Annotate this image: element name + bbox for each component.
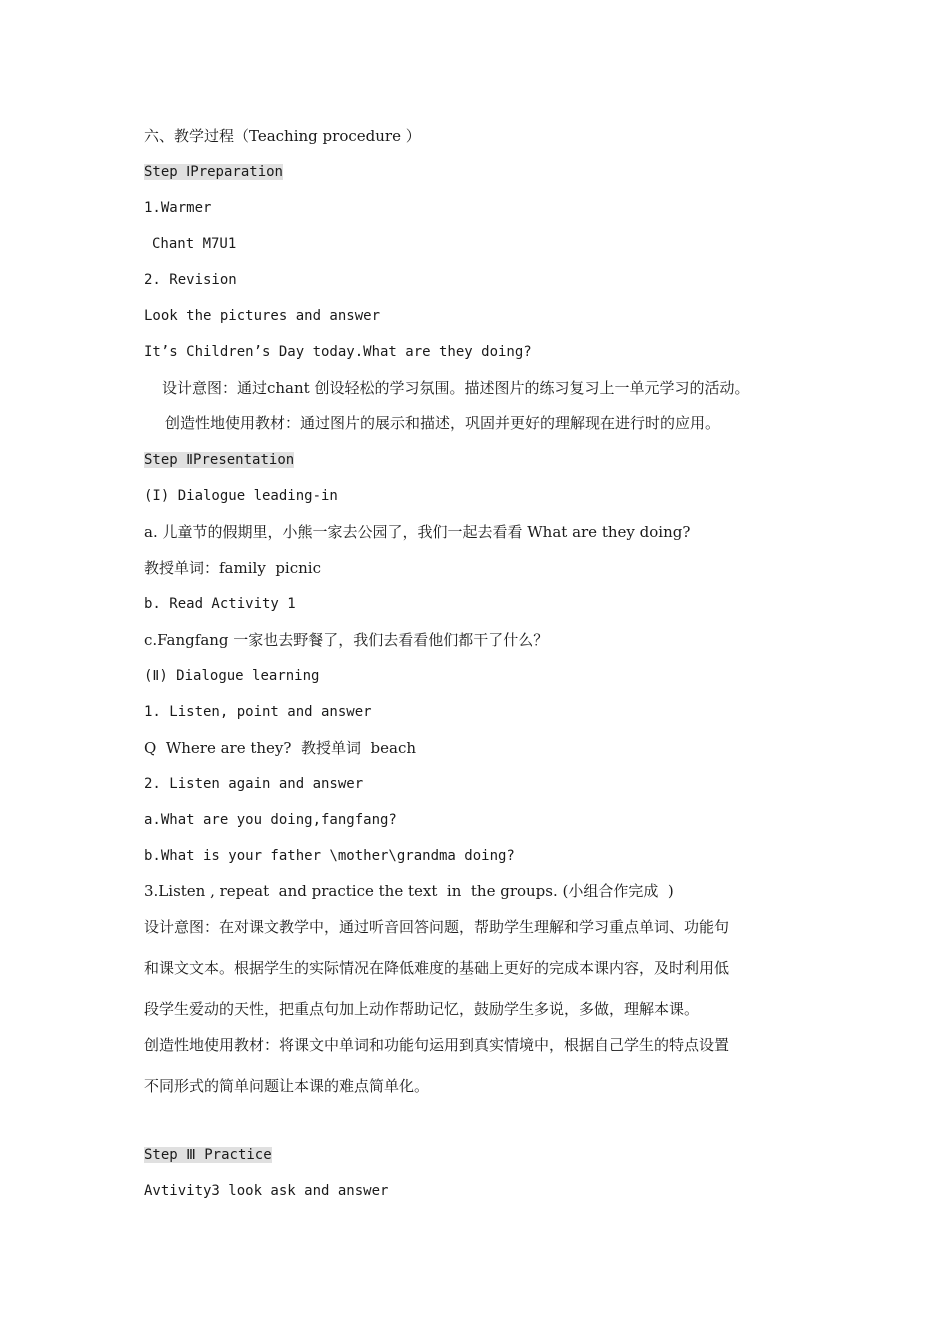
step-1-creative-use: 创造性地使用教材：通过图片的展示和描述，巩固并更好的理解现在进行时的应用。 xyxy=(165,414,721,432)
step-2-design-intent-2: 和课文文本。根据学生的实际情况在降低难度的基础上更好的完成本课内容，及时利用低 xyxy=(144,959,730,977)
step-3-activity: Avtivity3 look ask and answer xyxy=(144,1183,389,1199)
step-2-listen-1: 1. Listen, point and answer xyxy=(144,704,372,720)
step-2-item-b: b. Read Activity 1 xyxy=(144,596,296,612)
step-2-creative-use-2: 不同形式的简单问题让本课的难点简单化。 xyxy=(144,1077,430,1095)
step-1-heading xyxy=(144,162,283,182)
step-3-heading xyxy=(144,1145,272,1165)
step-2-part-2-title: (Ⅱ) Dialogue learning xyxy=(144,668,320,684)
step-2-design-intent-3: 段学生爱动的天性，把重点句加上动作帮助记忆，鼓励学生多说，多做，理解本课。 xyxy=(144,1000,700,1018)
step-1-heading-text: Step ⅠPreparation xyxy=(144,164,283,180)
step-2-listen-2-a: a.What are you doing,fangfang? xyxy=(144,812,397,828)
step-2-item-c: c.Fangfang 一家也去野餐了，我们去看看他们都干了什么？ xyxy=(144,631,549,649)
step-1-item-revision: 2. Revision xyxy=(144,272,237,288)
step-2-listen-2: 2. Listen again and answer xyxy=(144,776,364,792)
step-2-listen-3: 3.Listen , repeat and practice the text in the groups. (小组合作完成 ) xyxy=(144,882,674,900)
step-1-item-look: Look the pictures and answer xyxy=(144,308,381,324)
step-2-listen-1-question: Q Where are they? 教授单词 beach xyxy=(144,739,416,757)
step-2-listen-2-b: b.What is your father \mother\grandma doing? xyxy=(144,848,515,864)
step-2-item-a: a. 儿童节的假期里，小熊一家去公园了，我们一起去看看 What are they doing? xyxy=(144,523,691,541)
step-1-item-question: It’s Children’s Day today.What are they doing? xyxy=(144,344,532,360)
step-2-vocab: 教授单词：family picnic xyxy=(144,559,321,577)
step-1-item-warmer: 1.Warmer xyxy=(144,200,212,216)
step-2-design-intent-1: 设计意图：在对课文教学中，通过听音回答问题，帮助学生理解和学习重点单词、功能句 xyxy=(144,918,730,936)
step-2-heading-text: Step ⅡPresentation xyxy=(144,452,295,468)
step-1-item-chant: Chant M7U1 xyxy=(152,236,237,252)
step-2-part-1-title: (I) Dialogue leading-in xyxy=(144,488,338,504)
section-title: 六、教学过程（Teaching procedure ） xyxy=(144,127,421,145)
step-1-design-intent: 设计意图：通过chant 创设轻松的学习氛围。描述图片的练习复习上一单元学习的活动。 xyxy=(162,379,750,397)
step-2-heading xyxy=(144,450,294,470)
step-3-heading-text: Step Ⅲ Practice xyxy=(144,1147,272,1163)
step-2-creative-use-1: 创造性地使用教材：将课文中单词和功能句运用到真实情境中，根据自己学生的特点设置 xyxy=(144,1036,730,1054)
